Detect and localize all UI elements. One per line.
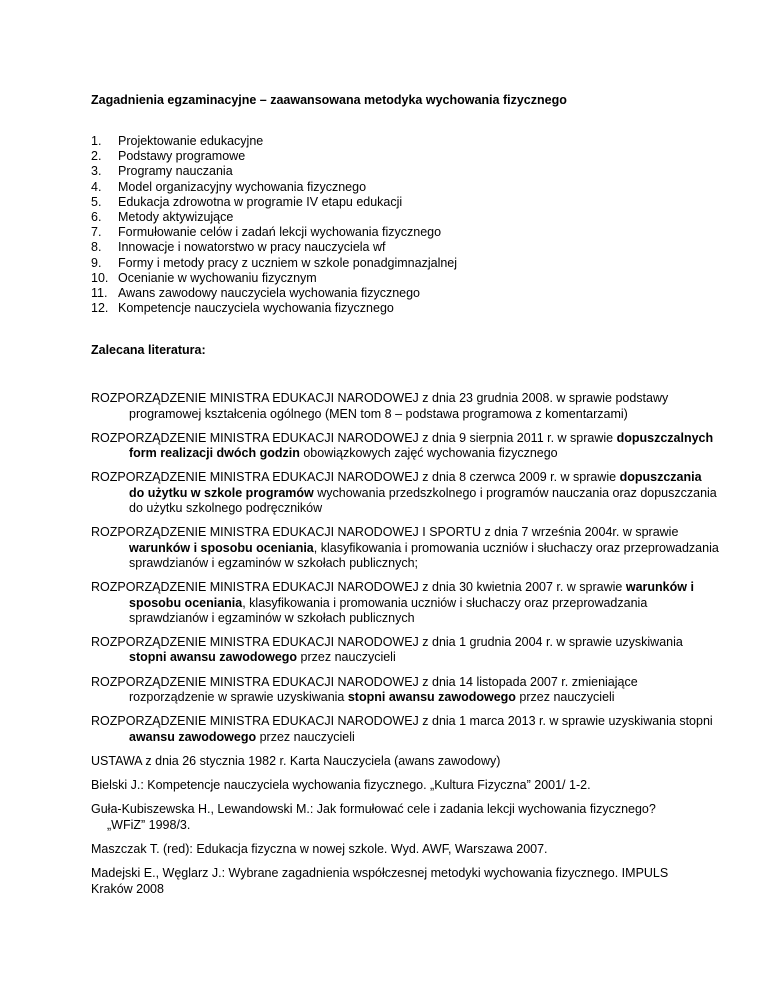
reference-text: Maszczak T. (red): Edukacja fizyczna w nowej szkole. Wyd. AWF, Warszawa 2007. [91, 842, 548, 857]
reference-text-tail: obowiązkowych zajęć wychowania fizycznego [299, 446, 558, 461]
reference-item [91, 525, 719, 571]
topic-text: Projektowanie edukacyjne [118, 134, 264, 148]
reference-item [91, 778, 681, 793]
reference-item [91, 391, 719, 422]
topic-item [91, 149, 691, 164]
topic-number: 6. [91, 209, 102, 224]
literature-heading: Zalecana literatura: [91, 343, 206, 358]
topic-number: 11. [91, 285, 108, 300]
reference-text: USTAWA z dnia 26 stycznia 1982 r. Karta Nauczyciela (awans zawodowy) [91, 753, 501, 768]
reference-text-tail: przez nauczycieli [256, 729, 355, 744]
topic-number: 12. [91, 301, 109, 316]
reference-text: ROZPORZĄDZENIE MINISTRA EDUKACJI NARODOWEJ z dnia 1 marca 2013 r. w sprawie uzyskiwania stopni [91, 714, 713, 729]
document-page [91, 92, 719, 906]
reference-text-tail: , klasyfikowania i promowania uczniów i słuchaczy oraz przeprowadzania sprawdzianów i egzaminów w szkołach publicznych; [129, 540, 719, 570]
reference-text-tail: , klasyfikowania i promowania uczniów i słuchaczy oraz przeprowadzania sprawdzianów i egzaminów w szkołach publicznych [129, 595, 648, 625]
topic-number: 4. [91, 179, 102, 194]
topic-item [91, 180, 691, 195]
topic-text: Awans zawodowy nauczyciela wychowania fizycznego [118, 285, 421, 300]
reference-item [91, 754, 681, 769]
references-list [91, 391, 719, 897]
topic-item [91, 240, 691, 255]
topic-text: Model organizacyjny wychowania fizycznego [118, 179, 367, 194]
reference-text: Madejski E., Węglarz J.: Wybrane zagadnienia współczesnej metodyki wychowania fizycznego. IMPULS Kraków 2008 [91, 866, 669, 896]
topic-text: Kompetencje nauczyciela wychowania fizycznego [118, 301, 394, 316]
topic-item [91, 164, 691, 179]
topic-text: Ocenianie w wychowaniu fizycznym [118, 270, 317, 285]
reference-emphasis: warunków i sposobu oceniania [129, 540, 314, 555]
topic-text: Innowacje i nowatorstwo w pracy nauczyciela wf [118, 240, 386, 255]
topic-number: 7. [91, 225, 102, 240]
topic-number: 8. [91, 240, 102, 255]
topic-item [91, 225, 691, 240]
topic-item [91, 271, 691, 286]
reference-text: ROZPORZĄDZENIE MINISTRA EDUKACJI NARODOWEJ z dnia 23 grudnia 2008. w sprawie podstawy programowej kształcenia ogólnego (MEN tom 8 – podstawa programowa z komentarzami) [91, 391, 669, 421]
reference-item [91, 470, 719, 516]
reference-emphasis: warunków i sposobu oceniania [129, 580, 694, 610]
topic-item [91, 134, 691, 149]
topic-text: Programy nauczania [118, 164, 233, 179]
reference-emphasis: awansu zawodowego [129, 729, 257, 744]
reference-text-tail: przez nauczycieli [297, 650, 396, 665]
topic-text: Metody aktywizujące [118, 209, 234, 224]
topic-number: 3. [91, 164, 102, 179]
topic-text: Edukacja zdrowotna w programie IV etapu edukacji [118, 194, 403, 209]
topic-item [91, 301, 691, 316]
reference-item [91, 635, 719, 666]
reference-item [91, 675, 719, 706]
reference-emphasis: stopni awansu zawodowego [347, 690, 516, 704]
topic-item [91, 256, 691, 271]
topic-number: 10. [91, 270, 109, 285]
topic-item [91, 210, 691, 225]
reference-text-tail: wychowania przedszkolnego i programów nauczania oraz dopuszczania do użytku szkolnego podręczników [129, 485, 717, 516]
reference-item [91, 431, 719, 462]
reference-text: Guła-Kubiszewska H., Lewandowski M.: Jak formułować cele i zadania lekcji wychowania fizycznego? „WFiZ” 1998/3. [91, 802, 656, 832]
document-title: Zagadnienia egzaminacyjne – zaawansowana metodyka wychowania fizycznego [91, 93, 567, 107]
reference-text-tail: przez nauczycieli [515, 690, 615, 704]
reference-item [91, 802, 697, 833]
reference-text: ROZPORZĄDZENIE MINISTRA EDUKACJI NARODOWEJ z dnia 1 grudnia 2004 r. w sprawie uzyskiwania [91, 635, 683, 650]
topic-number: 1. [91, 134, 102, 148]
reference-item [91, 842, 681, 857]
reference-emphasis: stopni awansu zawodowego [129, 650, 298, 665]
reference-item [91, 714, 719, 745]
reference-text: ROZPORZĄDZENIE MINISTRA EDUKACJI NARODOWEJ z dnia 30 kwietnia 2007 r. w sprawie [91, 580, 626, 595]
topic-text: Podstawy programowe [118, 149, 246, 164]
topic-item [91, 195, 691, 210]
topic-text: Formułowanie celów i zadań lekcji wychowania fizycznego [118, 225, 442, 240]
reference-emphasis: dopuszczania do użytku w szkole programów [129, 470, 702, 500]
topic-number: 9. [91, 255, 102, 270]
topic-number: 2. [91, 149, 102, 164]
reference-item [91, 580, 719, 626]
topics-list [91, 134, 691, 316]
reference-item [91, 866, 681, 897]
reference-emphasis: dopuszczalnych form realizacji dwóch godzin [129, 430, 714, 461]
reference-text: ROZPORZĄDZENIE MINISTRA EDUKACJI NARODOWEJ z dnia 9 sierpnia 2011 r. w sprawie [91, 430, 617, 445]
reference-text: ROZPORZĄDZENIE MINISTRA EDUKACJI NARODOWEJ z dnia 8 czerwca 2009 r. w sprawie [91, 470, 620, 485]
reference-text: Bielski J.: Kompetencje nauczyciela wychowania fizycznego. „Kultura Fizyczna” 2001/ 1-2. [91, 778, 591, 793]
topic-item [91, 286, 691, 301]
topic-number: 5. [91, 194, 102, 209]
topic-text: Formy i metody pracy z uczniem w szkole ponadgimnazjalnej [118, 255, 458, 270]
reference-text: ROZPORZĄDZENIE MINISTRA EDUKACJI NARODOWEJ I SPORTU z dnia 7 września 2004r. w sprawie [91, 525, 679, 540]
reference-text: ROZPORZĄDZENIE MINISTRA EDUKACJI NARODOWEJ z dnia 14 listopada 2007 r. zmieniające rozporządzenie w sprawie uzyskiwania [91, 674, 638, 704]
